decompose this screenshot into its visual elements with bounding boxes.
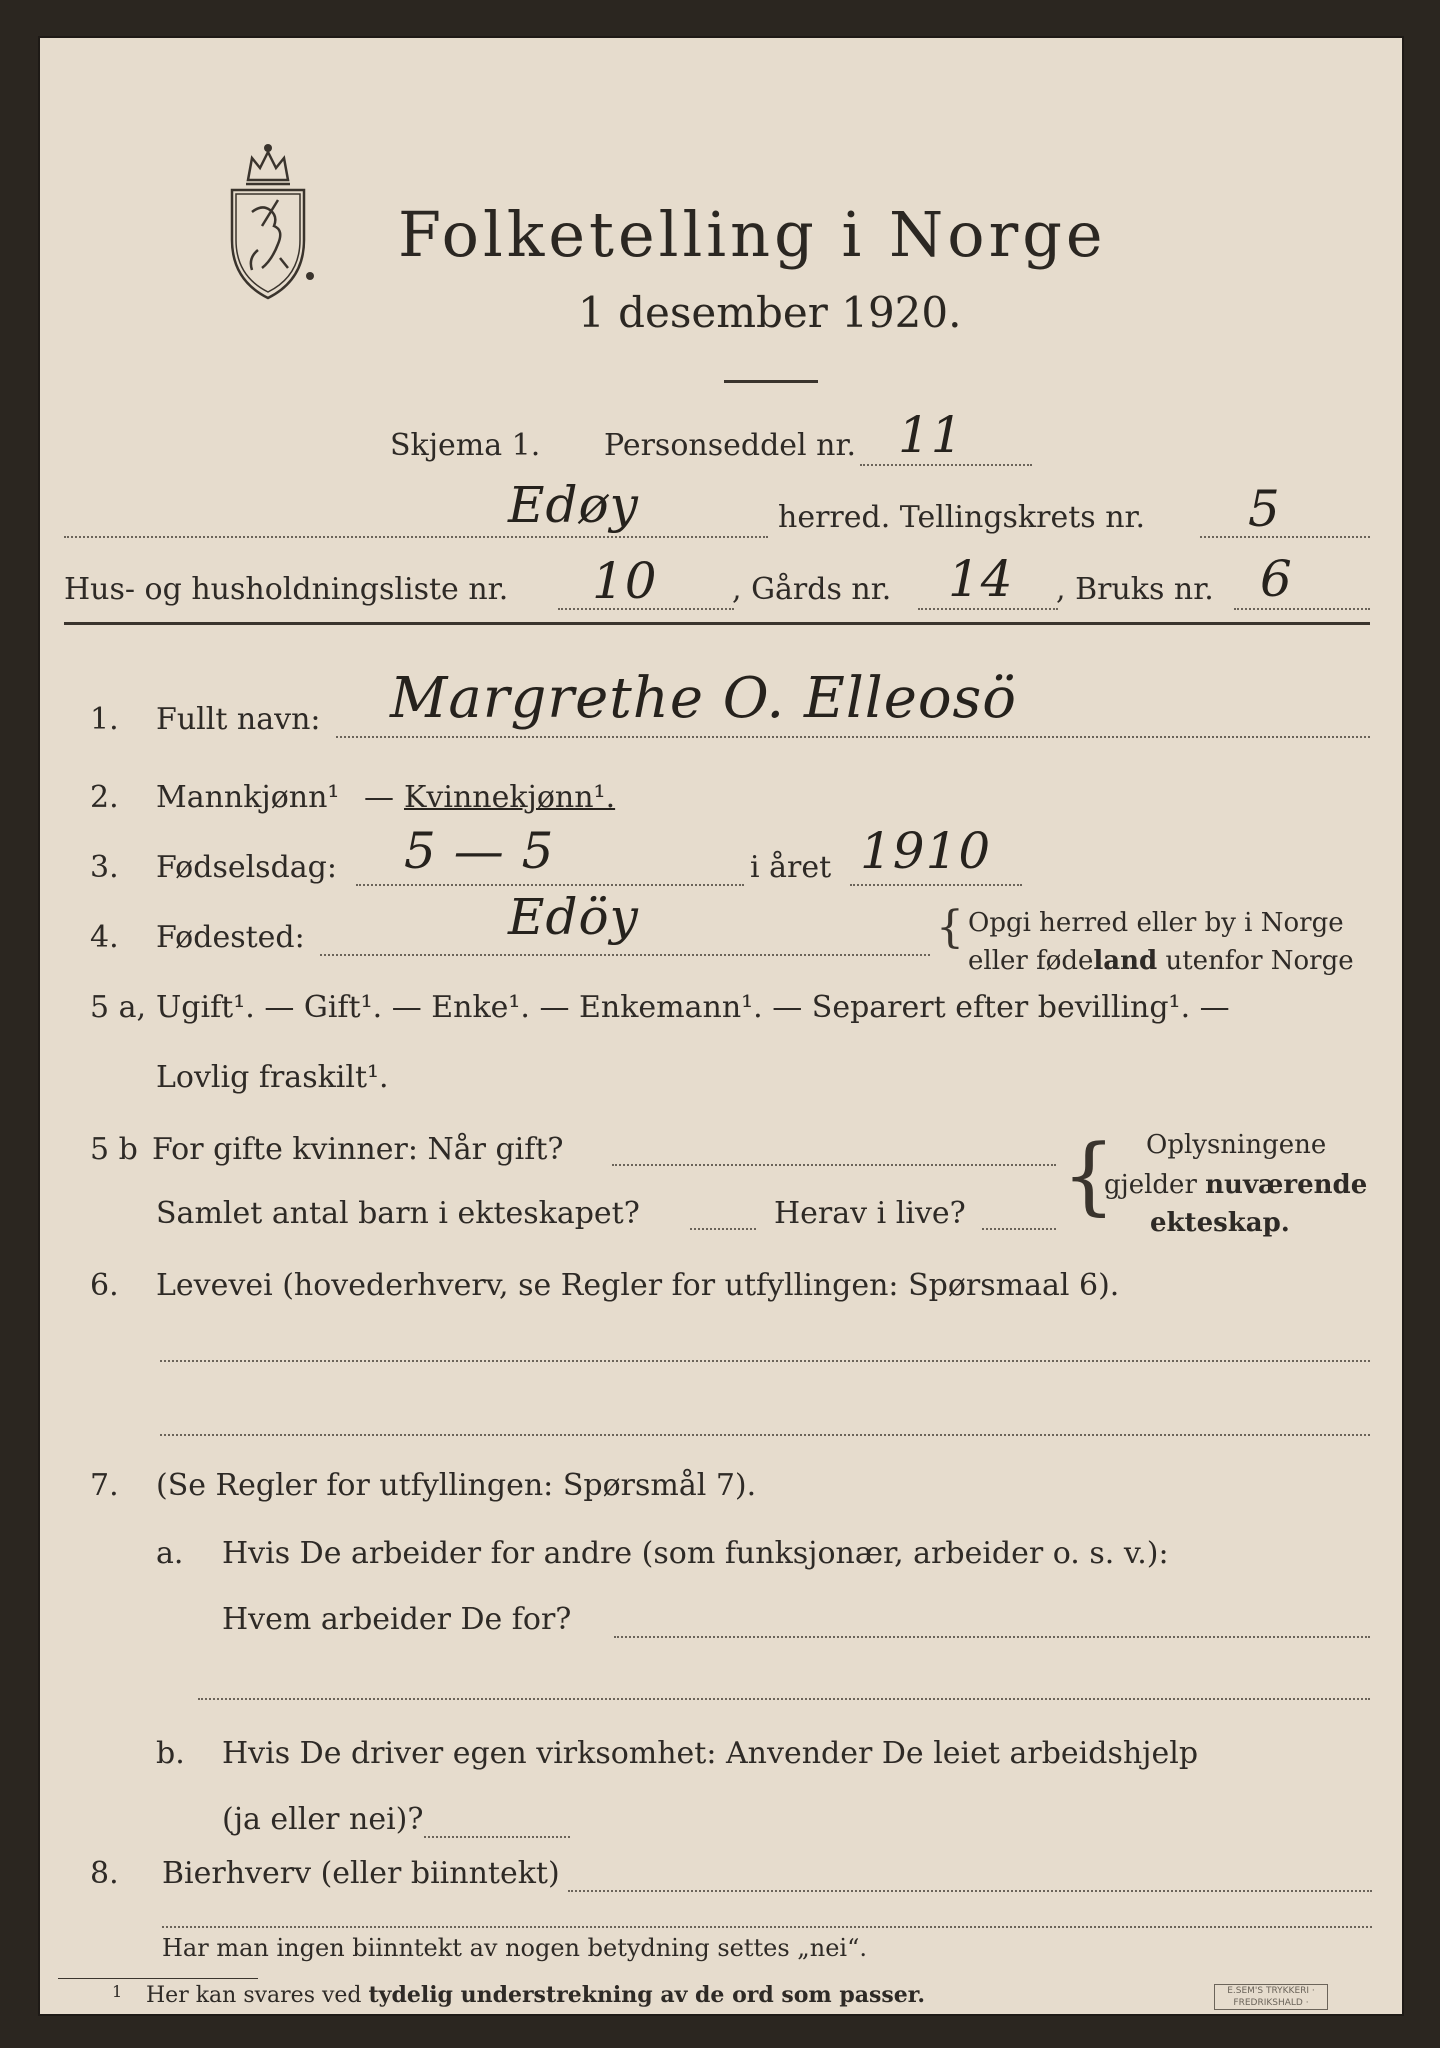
birthplace-line xyxy=(320,954,930,956)
hired-help-line xyxy=(424,1836,570,1838)
q8-label: Bierhverv (eller biinntekt) xyxy=(162,1856,560,1891)
q7a-employer-label: Hvem arbeider De for? xyxy=(222,1602,572,1637)
gaards-label: , Gårds nr. xyxy=(732,572,892,607)
male-option[interactable]: Mannkjønn¹ xyxy=(156,780,340,815)
q7a-question: Hvis De arbeider for andre (som funksjonær, arbeider o. s. v.): xyxy=(222,1536,1169,1571)
header-divider xyxy=(64,622,1370,625)
employer-line xyxy=(614,1636,1370,1638)
hus-value[interactable]: 10 xyxy=(592,552,658,610)
year-line xyxy=(850,884,1022,886)
q6-label: Levevei (hovederhverv, se Regler for utfyllingen: Spørsmaal 6). xyxy=(156,1268,1120,1303)
employer-line-2 xyxy=(198,1698,1370,1700)
birthday-line xyxy=(356,884,744,886)
q3-number: 3. xyxy=(90,850,119,885)
married-when-line xyxy=(612,1164,1056,1166)
q2-number: 2. xyxy=(90,780,119,815)
marital-status-divorced[interactable]: Lovlig fraskilt¹. xyxy=(156,1060,389,1095)
form-title: Folketelling i Norge xyxy=(398,198,1107,271)
q5b-note-3: ekteskap. xyxy=(1150,1208,1290,1238)
birthplace-value[interactable]: Edöy xyxy=(508,888,639,946)
census-date: 1 desember 1920. xyxy=(578,288,962,337)
bruks-line xyxy=(1234,608,1370,610)
q5b-note-2: gjelder nuværende xyxy=(1104,1170,1368,1200)
year-label: i året xyxy=(750,850,832,885)
birthday-value[interactable]: 5 — 5 xyxy=(404,822,555,880)
q4-label: Fødested: xyxy=(156,920,305,955)
schema-label: Skjema 1. xyxy=(390,428,541,463)
norway-coat-of-arms-icon xyxy=(218,140,318,302)
herred-label: herred. Tellingskrets nr. xyxy=(778,500,1146,535)
q4-number: 4. xyxy=(90,920,119,955)
q7a-letter: a. xyxy=(156,1536,184,1571)
q5b-brace: { xyxy=(1062,1126,1116,1224)
q1-line xyxy=(336,736,1370,738)
footnote: Her kan svares ved tydelig understrekning av de ord som passer. xyxy=(146,1982,926,2008)
side-income-line xyxy=(568,1890,1372,1892)
q7-number: 7. xyxy=(90,1468,119,1503)
children-count-label: Samlet antal barn i ekteskapet? xyxy=(156,1196,640,1231)
title-divider xyxy=(724,380,818,383)
children-alive-label: Herav i live? xyxy=(774,1196,966,1231)
q1-number: 1. xyxy=(90,702,119,737)
personseddel-label: Personseddel nr. xyxy=(604,428,857,463)
q3-label: Fødselsdag: xyxy=(156,850,337,885)
printer-mark: E.SEM'S TRYKKERI · FREDRIKSHALD · xyxy=(1214,1984,1328,2010)
census-form-sheet xyxy=(38,36,1404,2016)
gaards-value[interactable]: 14 xyxy=(948,550,1014,608)
q6-number: 6. xyxy=(90,1268,119,1303)
q4-note-2: eller fødeland utenfor Norge xyxy=(968,946,1354,976)
tellingskrets-value[interactable]: 5 xyxy=(1248,480,1281,538)
children-count-line xyxy=(690,1228,756,1230)
q1-label: Fullt navn: xyxy=(156,702,321,737)
personseddel-value[interactable]: 11 xyxy=(898,406,964,464)
hus-label: Hus- og husholdningsliste nr. xyxy=(64,572,509,607)
bruks-value[interactable]: 6 xyxy=(1260,550,1293,608)
footer-note: Har man ingen biinntekt av nogen betydning settes „nei“. xyxy=(162,1934,867,1962)
q8-number: 8. xyxy=(90,1856,119,1891)
q4-note-1: Opgi herred eller by i Norge xyxy=(968,908,1344,938)
marital-status-options[interactable]: Ugift¹. — Gift¹. — Enke¹. — Enkemann¹. — Separert efter bevilling¹. — xyxy=(156,990,1230,1025)
q2-dash: — xyxy=(364,780,394,815)
decorative-dot xyxy=(306,272,314,280)
side-income-line-2 xyxy=(162,1926,1372,1928)
q7-label: (Se Regler for utfyllingen: Spørsmål 7). xyxy=(156,1468,757,1503)
occupation-line-1 xyxy=(160,1360,1370,1362)
q4-brace: { xyxy=(936,902,964,953)
married-when-label: For gifte kvinner: Når gift? xyxy=(152,1132,564,1167)
q7b-question: Hvis De driver egen virksomhet: Anvender De leiet arbeidshjelp xyxy=(222,1736,1199,1771)
birth-year-value[interactable]: 1910 xyxy=(860,822,992,880)
female-option[interactable]: Kvinnekjønn¹. xyxy=(404,780,616,815)
children-alive-line xyxy=(982,1228,1056,1230)
q7b-letter: b. xyxy=(156,1736,185,1771)
personseddel-line xyxy=(860,464,1032,466)
footnote-separator xyxy=(58,1978,258,1979)
gaards-line xyxy=(918,608,1058,610)
q5b-number: 5 b xyxy=(90,1132,138,1167)
bruks-label: , Bruks nr. xyxy=(1056,572,1214,607)
full-name-value[interactable]: Margrethe O. Elleosö xyxy=(390,666,1018,731)
occupation-line-2 xyxy=(160,1434,1370,1436)
footnote-mark: 1 xyxy=(112,1982,123,2001)
herred-line xyxy=(64,536,768,538)
q7b-hired-help-label: (ja eller nei)? xyxy=(222,1802,424,1837)
tellingskrets-line xyxy=(1200,536,1370,538)
q5b-note-1: Oplysningene xyxy=(1146,1130,1327,1160)
q5a-number: 5 a, xyxy=(90,990,147,1025)
herred-value[interactable]: Edøy xyxy=(508,476,639,534)
